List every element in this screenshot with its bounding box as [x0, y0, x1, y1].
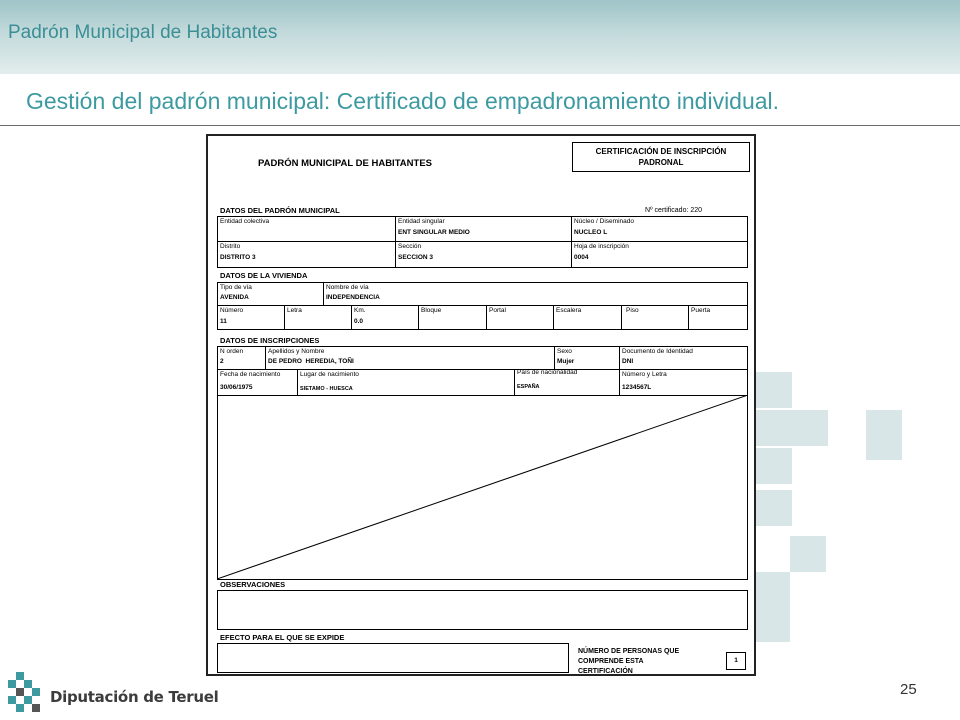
diputacion-logo-icon: [4, 672, 44, 718]
value-documento: DNI: [622, 358, 634, 365]
label-fecha-nacimiento: Fecha de nacimiento: [220, 371, 281, 378]
value-entidad-singular: ENT SINGULAR MEDIO: [398, 229, 470, 236]
padron-table: [217, 216, 748, 268]
value-tipo-via: AVENIDA: [220, 294, 249, 301]
certificate-title-line1: CERTIFICACIÓN DE INSCRIPCIÓN: [595, 147, 727, 156]
label-entidad-singular: Entidad singular: [398, 218, 445, 225]
value-seccion: SECCION 3: [398, 254, 434, 261]
label-orden: N orden: [220, 348, 244, 355]
value-fecha-nacimiento: 30/06/1975: [220, 384, 253, 391]
label-nombre-via: Nombre de vía: [326, 284, 369, 291]
efecto-box: [217, 643, 569, 673]
personas-label: NÚMERO DE PERSONAS QUE COMPRENDE ESTA CERTIFICACIÓN: [578, 648, 680, 675]
label-numero-letra: Número y Letra: [622, 371, 667, 378]
observaciones-box: [217, 590, 748, 630]
section-padron: DATOS DEL PADRÓN MUNICIPAL: [220, 206, 340, 215]
label-km: Km.: [354, 307, 366, 314]
empty-area-diagonal: [217, 395, 748, 580]
value-nombre-via: INDEPENDENCIA: [326, 294, 380, 301]
certificate-title-line2: PADRONAL: [638, 158, 684, 167]
section-observaciones: OBSERVACIONES: [220, 580, 286, 589]
section-inscripciones: DATOS DE INSCRIPCIONES: [220, 336, 320, 345]
label-entidad-colectiva: Entidad colectiva: [220, 218, 270, 225]
value-apellidos-nombre: DE PEDRO HEREDIA, TOÑI: [268, 358, 354, 365]
label-piso: Piso: [626, 307, 639, 314]
value-hoja: 0004: [574, 254, 589, 261]
value-nucleo: NUCLEO L: [574, 229, 608, 236]
certificate-title-box: [572, 142, 750, 172]
label-letra: Letra: [287, 307, 302, 314]
document-heading: PADRÓN MUNICIPAL DE HABITANTES: [258, 158, 432, 169]
personas-count: 1: [726, 652, 746, 670]
label-escalera: Escalera: [556, 307, 582, 314]
label-apellidos-nombre: Apellidos y Nombre: [268, 348, 325, 355]
label-portal: Portal: [489, 307, 506, 314]
section-vivienda: DATOS DE LA VIVIENDA: [220, 271, 308, 280]
label-sexo: Sexo: [557, 348, 572, 355]
value-numero-letra: 1234567L: [622, 384, 652, 391]
label-distrito: Distrito: [220, 243, 241, 250]
app-title: Padrón Municipal de Habitantes: [8, 22, 278, 43]
value-orden: 2: [220, 358, 224, 365]
value-numero: 11: [220, 318, 227, 325]
value-km: 0.0: [354, 318, 364, 325]
certificate-number: Nº certificado: 220: [645, 207, 703, 214]
label-lugar-nacimiento: Lugar de nacimiento: [300, 371, 359, 378]
vivienda-table: [217, 282, 748, 330]
label-puerta: Puerta: [691, 307, 711, 314]
label-tipo-via: Tipo de vía: [220, 284, 252, 291]
slide-title: Gestión del padrón municipal: Certificado de empadronamiento individual.: [26, 88, 780, 114]
label-seccion: Sección: [398, 243, 422, 250]
label-documento: Documento de Identidad: [622, 348, 693, 355]
value-lugar-nacimiento: SIETAMO - HUESCA: [300, 386, 353, 392]
header-bar: [0, 0, 960, 74]
label-nucleo: Núcleo / Diseminado: [574, 218, 634, 225]
title-divider: [0, 125, 960, 126]
value-sexo: Mujer: [557, 358, 575, 365]
label-bloque: Bloque: [421, 307, 442, 314]
page-number: 25: [900, 681, 917, 698]
certificate-document: [206, 134, 756, 676]
value-pais-nacionalidad: ESPAÑA: [517, 384, 540, 390]
logo-text: Diputación de Teruel: [50, 688, 219, 706]
value-distrito: DISTRITO 3: [220, 254, 256, 261]
label-numero: Número: [220, 307, 244, 314]
label-hoja: Hoja de inscripción: [574, 243, 629, 250]
section-efecto: EFECTO PARA EL QUE SE EXPIDE: [220, 633, 345, 642]
label-pais-nacionalidad: País de nacionalidad: [517, 369, 578, 376]
